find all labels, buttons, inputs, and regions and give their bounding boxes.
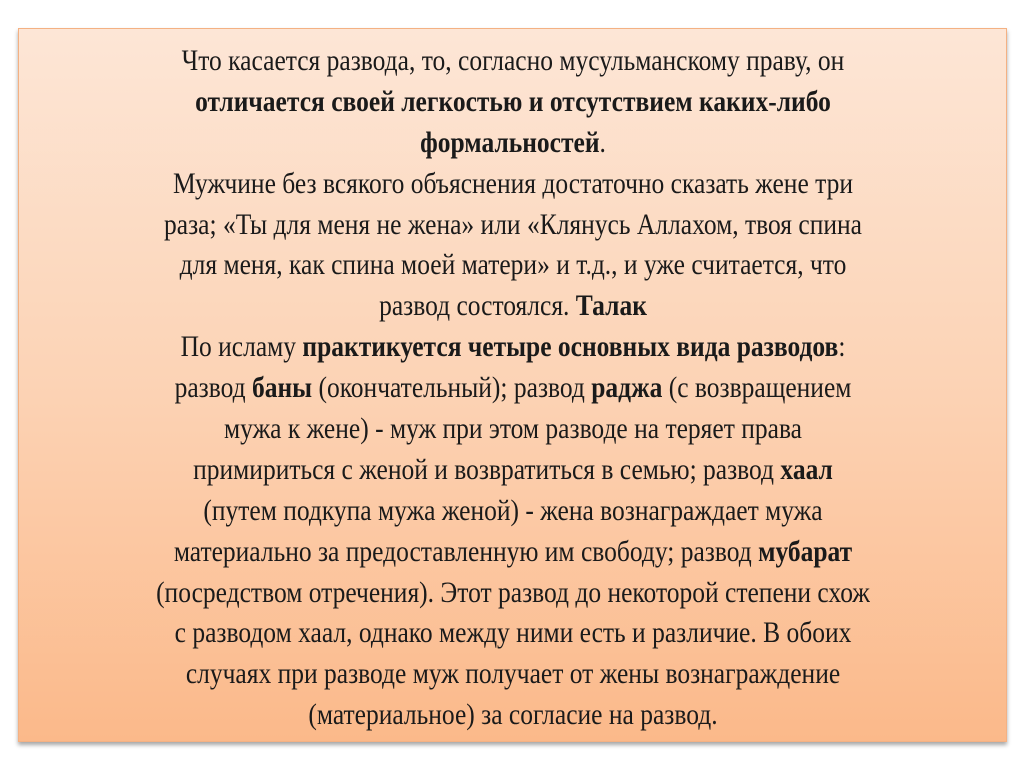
bold-text-segment: баны [251,371,312,405]
text-segment: (с возвращением [661,371,851,405]
text-segment: . [599,125,606,159]
text-line [20,123,1006,164]
text-segment: Что касается развода, то, согласно мусульманскому праву, он [181,44,844,77]
text-segment: случаях при разводе муж получает от жены вознаграждение [185,657,840,691]
slide-body-text [20,41,1006,736]
bold-text-segment: хаал [779,452,833,486]
slide-text-box [18,28,1007,742]
text-segment: примириться с женой и возвратиться в семью; развод [192,452,780,486]
text-line [20,286,1006,327]
text-segment: для меня, как спина моей матери» и т.д., и уже считается, что [179,248,846,282]
text-line [20,695,1006,736]
text-segment: По исламу [180,330,302,364]
text-line [20,654,1006,695]
text-segment: (посредством отречения). Этот развод до некоторой степени схож [155,575,870,609]
bold-text-segment: мубарат [757,534,852,568]
text-line [20,245,1006,286]
text-line [20,450,1006,491]
text-segment: материально за предоставленную им свободу; развод [173,534,758,568]
text-segment: развод [174,371,252,405]
bold-text-segment: практикуется четыре основных вида разводов [301,330,838,364]
text-line [20,368,1006,409]
text-line [20,205,1006,246]
text-line [20,327,1006,368]
bold-text-segment: Талак [575,289,647,323]
bold-text-segment: раджа [590,371,662,405]
text-line [20,164,1006,205]
text-segment: Мужчине без всякого объяснения достаточно сказать жене три [172,166,853,200]
text-segment: (путем подкупа мужа женой) - жена вознаграждает мужа [202,493,823,527]
text-segment: мужа к жене) - муж при этом разводе на теряет права [223,412,802,446]
text-line [20,491,1006,532]
text-segment: развод состоялся. [378,289,576,323]
text-line [20,532,1006,573]
text-line [20,41,1006,82]
text-segment: с разводом хаал, однако между ними есть и различие. В обоих [174,616,851,650]
text-line [20,613,1006,654]
bold-text-segment: отличается своей легкостью и отсутствием каких-либо [194,84,831,118]
bold-text-segment: формальностей [419,125,600,159]
text-segment: (окончательный); развод [311,371,591,405]
text-line [20,409,1006,450]
text-line [20,573,1006,614]
text-line [20,82,1006,123]
text-segment: : [837,330,845,364]
text-segment: раза; «Ты для меня не жена» или «Клянусь Аллахом, твоя спина [163,207,862,241]
text-segment: (материальное) за согласие на развод. [307,698,718,732]
